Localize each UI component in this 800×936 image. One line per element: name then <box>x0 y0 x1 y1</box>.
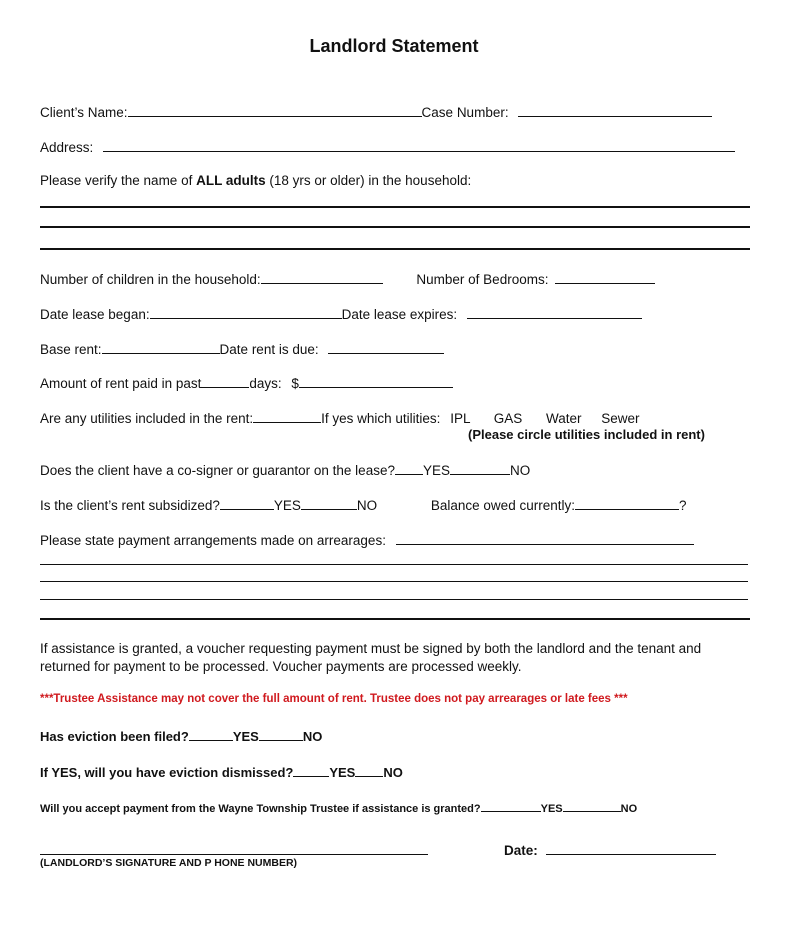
lease-expires-field[interactable] <box>467 305 642 319</box>
signature-line[interactable] <box>40 854 428 855</box>
subsidized-yes-field[interactable] <box>220 496 274 510</box>
rent-paid-label: Amount of rent paid in past <box>40 376 202 391</box>
accept-payment-row <box>40 798 748 815</box>
rent-due-label: Date rent is due: <box>219 342 319 357</box>
cosigner-no-label: NO <box>509 463 531 478</box>
lease-began-field[interactable] <box>150 305 342 319</box>
rent-paid-days-label: days: <box>249 376 282 391</box>
eviction-dismissed-yes-label: YES <box>329 765 356 780</box>
signature-label: (LANDLORD’S SIGNATURE AND P HONE NUMBER) <box>40 857 298 869</box>
adults-line-3[interactable] <box>40 248 750 250</box>
date-row <box>504 841 716 858</box>
address-row <box>40 138 748 155</box>
subsidized-yes-label: YES <box>273 498 301 513</box>
arrangements-line-3[interactable] <box>40 599 748 600</box>
assistance-paragraph: If assistance is granted, a voucher requesting payment must be signed by both the landlord and the tenant and returned for payment to be processed. Voucher payments are processed weekly. <box>40 641 702 674</box>
utility-ipl[interactable]: IPL <box>450 411 470 426</box>
client-name-label: Client’s Name: <box>40 105 128 120</box>
cosigner-yes-field[interactable] <box>395 461 423 475</box>
eviction-filed-no-label: NO <box>302 729 323 744</box>
arrangements-row <box>40 531 748 548</box>
utilities-which-label: If yes which utilities: <box>321 411 441 426</box>
verify-prefix: Please verify the name of <box>40 173 197 188</box>
trustee-warning: ***Trustee Assistance may not cover the full amount of rent. Trustee does not pay arrearages or late fees *** <box>40 693 628 705</box>
subsidized-row <box>40 496 748 513</box>
case-number-label: Case Number: <box>421 105 509 120</box>
rent-due-field[interactable] <box>328 340 444 354</box>
balance-label: Balance owed currently: <box>430 498 575 513</box>
subsidized-no-field[interactable] <box>301 496 357 510</box>
utility-water[interactable]: Water <box>546 411 582 426</box>
utilities-field[interactable] <box>253 409 321 423</box>
eviction-filed-row <box>40 727 748 744</box>
page-title: Landlord Statement <box>309 36 479 56</box>
rent-row <box>40 340 748 357</box>
lease-row <box>40 305 748 322</box>
eviction-dismissed-yes-field[interactable] <box>293 763 329 777</box>
rent-paid-amount-field[interactable] <box>299 374 453 388</box>
verify-adults-row <box>40 173 748 188</box>
subsidized-question: Is the client’s rent subsidized? <box>40 498 220 513</box>
cosigner-row <box>40 461 748 478</box>
address-field[interactable] <box>103 138 735 152</box>
accept-payment-question: Will you accept payment from the Wayne Township Trustee if assistance is granted? <box>40 803 481 815</box>
eviction-filed-yes-field[interactable] <box>189 727 233 741</box>
verify-bold: ALL adults <box>196 173 266 188</box>
utility-sewer[interactable]: Sewer <box>601 411 640 426</box>
eviction-dismissed-no-field[interactable] <box>355 763 383 777</box>
rent-paid-row <box>40 374 748 391</box>
utilities-note: (Please circle utilities included in rent) <box>468 427 705 442</box>
children-label: Number of children in the household: <box>40 272 261 287</box>
eviction-dismissed-question: If YES, will you have eviction dismissed? <box>40 765 294 780</box>
balance-field[interactable] <box>575 496 679 510</box>
utilities-question: Are any utilities included in the rent: <box>40 411 254 426</box>
date-label: Date: <box>504 843 538 858</box>
bedrooms-field[interactable] <box>555 270 655 284</box>
base-rent-field[interactable] <box>102 340 220 354</box>
eviction-filed-no-field[interactable] <box>259 727 303 741</box>
eviction-filed-yes-label: YES <box>232 729 259 744</box>
lease-expires-label: Date lease expires: <box>341 307 458 322</box>
address-label: Address: <box>40 140 94 155</box>
cosigner-no-field[interactable] <box>450 461 510 475</box>
arrangements-line-1[interactable] <box>40 564 748 565</box>
accept-payment-yes-field[interactable] <box>481 798 541 812</box>
utilities-row <box>40 409 748 426</box>
accept-payment-no-field[interactable] <box>563 798 621 812</box>
lease-began-label: Date lease began: <box>40 307 150 322</box>
accept-payment-no-label: NO <box>620 803 638 815</box>
cosigner-yes-label: YES <box>422 463 450 478</box>
adults-line-1[interactable] <box>40 206 750 208</box>
children-row <box>40 270 748 287</box>
eviction-dismissed-no-label: NO <box>383 765 403 780</box>
balance-question-mark: ? <box>678 498 687 513</box>
client-row <box>40 103 748 120</box>
utility-gas[interactable]: GAS <box>493 411 523 426</box>
eviction-filed-question: Has eviction been filed? <box>40 729 189 744</box>
arrangements-field[interactable] <box>396 531 694 545</box>
arrangements-line-2[interactable] <box>40 581 748 582</box>
arrangements-label: Please state payment arrangements made on arrearages: <box>40 533 386 548</box>
base-rent-label: Base rent: <box>40 342 102 357</box>
client-name-field[interactable] <box>128 103 422 117</box>
cosigner-question: Does the client have a co-signer or guarantor on the lease? <box>40 463 395 478</box>
case-number-field[interactable] <box>518 103 712 117</box>
rent-paid-days-field[interactable] <box>201 374 249 388</box>
adults-line-2[interactable] <box>40 226 750 228</box>
date-field[interactable] <box>546 841 716 855</box>
verify-suffix: (18 yrs or older) in the household: <box>265 173 472 188</box>
eviction-dismissed-row <box>40 763 748 780</box>
dollar-sign: $ <box>291 376 299 391</box>
accept-payment-yes-label: YES <box>540 803 563 815</box>
subsidized-no-label: NO <box>356 498 378 513</box>
section-divider <box>40 618 750 620</box>
bedrooms-label: Number of Bedrooms: <box>416 272 549 287</box>
children-field[interactable] <box>261 270 383 284</box>
